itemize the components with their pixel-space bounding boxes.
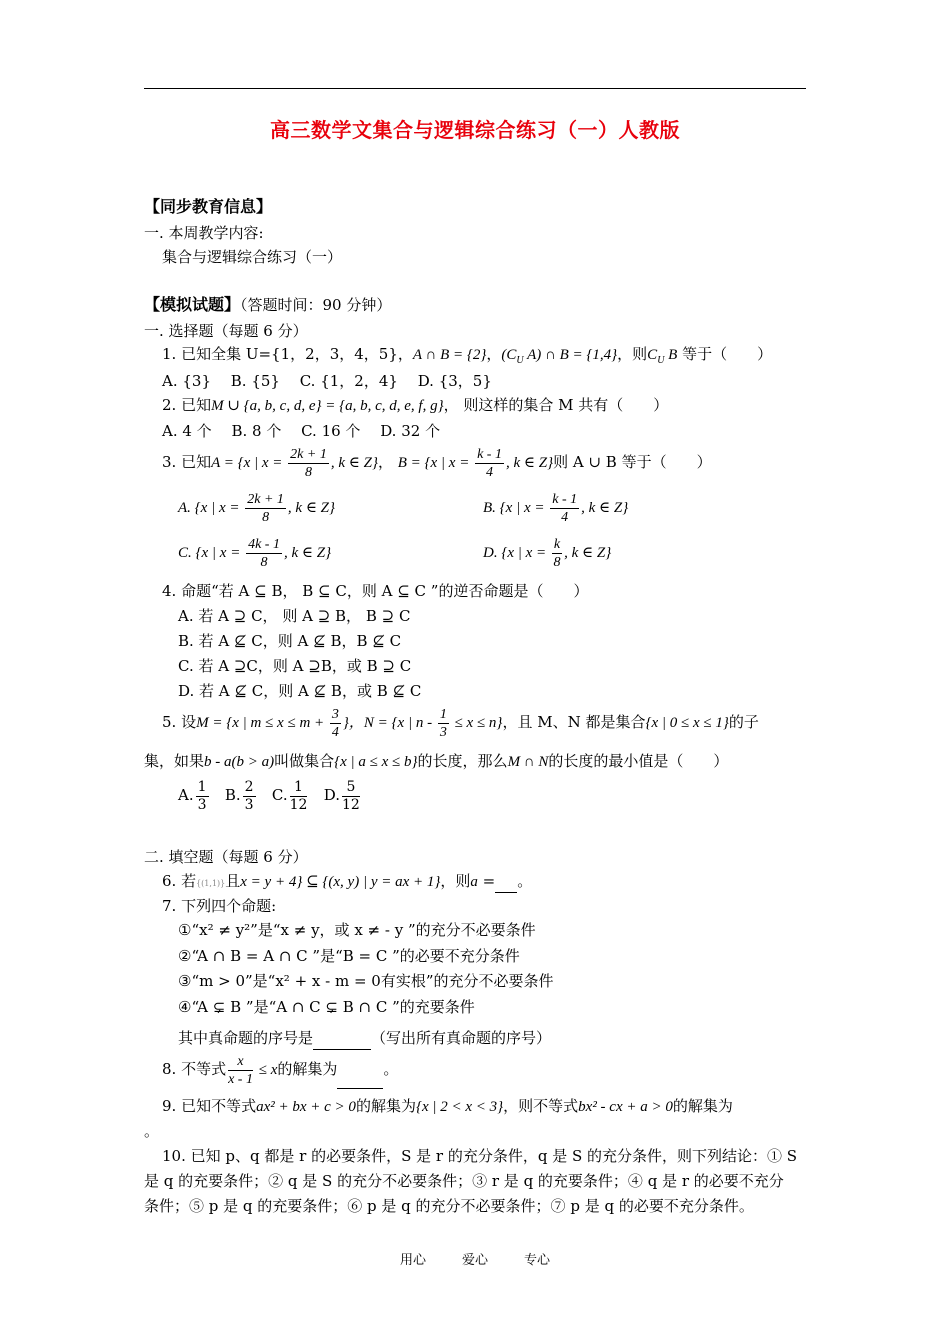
question-10-line2: 是 q 的充要条件；② q 是 S 的充分不必要条件；③ r 是 q 的充要条件；④ q 是 r 的必要不充分 — [144, 1172, 784, 1190]
q6-answer-blank — [495, 870, 517, 893]
q1-text: ，则 — [617, 345, 648, 363]
footer-text: 用心 — [399, 1253, 426, 1268]
section-heading-sync: 【同步教育信息】 — [144, 197, 273, 216]
footer-text: 爱心 — [461, 1253, 488, 1268]
question-4: 4. 命题“若 A ⊆ B， B ⊆ C，则 A ⊆ C ”的逆否命题是（ ） — [162, 582, 589, 600]
question-8: 8. 不等式 $\frac{x}{x - 1}$ ≤ x的解集为 。 — [162, 1050, 398, 1089]
q7-ask: 其中真命题的序号是 （写出所有真命题的序号） — [178, 1027, 551, 1050]
q2-math: M ∪ {a, b, c, d, e} = {a, b, c, d, e, f, g} — [211, 398, 444, 414]
question-6: 6. 若{(1,1)}且x = y + 4} ⊆ {(x, y) | y = ax + 1}，则a = 。 — [162, 870, 532, 895]
top-rule — [144, 88, 806, 89]
q3-fraction: $\frac{2k + 1}{8}$ — [290, 446, 327, 480]
q4-option-c: C. 若 A ⊇C，则 A ⊇B，或 B ⊇ C — [178, 657, 412, 675]
question-2 — [162, 394, 668, 417]
q3-option-c: C. {x | x = $\frac{4k - 1}{8}$ , k ∈ Z} — [178, 536, 332, 570]
q1-options: A. {3} B. {5} C. {1，2，4} D. {3，5} — [162, 372, 492, 390]
question-10-line1: 10. 已知 p、q 都是 r 的必要条件，S 是 r 的充分条件，q 是 S 的充分条件，则下列结论：① S — [162, 1147, 798, 1165]
q7-item-3: ③“m > 0”是“x² + x - m = 0有实根”的充分不必要条件 — [178, 972, 554, 990]
q2-options: A. 4 个 B. 8 个 C. 16 个 D. 32 个 — [162, 422, 441, 440]
question-5-line2: 集，如果b - a(b > a)叫做集合{x | a ≤ x ≤ b}的长度，那么M ∩ N的长度的最小值是（ ） — [144, 752, 729, 770]
q1-math: B — [664, 347, 678, 363]
q1-sub: U — [516, 355, 524, 366]
q7-item-4: ④“A ⊊ B ”是“A ∩ C ⊊ B ∩ C ”的充要条件 — [178, 998, 475, 1016]
q5-options: A. $\frac{1}{3}$ B. $\frac{2}{3}$ C. $\frac{1}{12}$ D. $\frac{5}{12}$ — [178, 778, 360, 813]
q1-text: 等于（ ） — [677, 345, 773, 363]
page-footer — [0, 1249, 950, 1268]
q2-text: 2. 已知 — [162, 396, 212, 414]
q3-math: A = {x | x = — [211, 455, 287, 471]
mock-time-note: （答题时间：90 分钟） — [240, 296, 392, 314]
question-5: 5. 设M = {x | m ≤ x ≤ m + $\frac{3}{4}$ }，N = {x | n - $\frac{1}{3}$ ≤ x ≤ n}，且 M、N 都是集合{x | 0 ≤ x ≤ 1}的子 — [162, 706, 759, 740]
q7-item-1: ①“x² ≠ y²”是“x ≠ y，或 x ≠ - y ”的充分不必要条件 — [178, 921, 536, 939]
q1-sub: U — [657, 355, 665, 366]
question-3: 3. 已知A = {x | x = $\frac{2k + 1}{8}$ , k ∈ Z}， B = {x | x = $\frac{k - 1}{4}$ , k ∈ Z}则 A ∪ B 等于（ ） — [162, 446, 712, 480]
part1-heading: 一. 选择题（每题 6 分） — [144, 322, 308, 340]
question-7: 7. 下列四个命题: — [162, 897, 277, 915]
q6-faint-set: {(1,1)} — [196, 879, 226, 888]
q3-text: 则 A ∪ B 等于（ ） — [553, 453, 712, 471]
q7-answer-blank — [313, 1027, 371, 1050]
q1-math: C — [647, 347, 658, 363]
question-10-line3: 条件；⑤ p 是 q 的充要条件；⑥ p 是 q 的充分不必要条件；⑦ p 是 q 的必要不充分条件。 — [144, 1197, 754, 1215]
q3-math: , k ∈ Z} — [505, 455, 554, 471]
q3-option-a: A. {x | x = $\frac{2k + 1}{8}$ , k ∈ Z} — [178, 491, 336, 525]
q3-fraction: $\frac{k - 1}{4}$ — [477, 446, 502, 480]
q3-option-b: B. {x | x = $\frac{k - 1}{4}$ , k ∈ Z} — [483, 491, 629, 525]
q8-answer-blank — [337, 1050, 383, 1089]
q3-option-d: D. {x | x = $\frac{k}{8}$ , k ∈ Z} — [483, 536, 612, 570]
q3-math: B = {x | x = — [397, 455, 474, 471]
q4-option-b: B. 若 A ⊈ C，则 A ⊈ B，B ⊈ C — [178, 632, 402, 650]
q4-option-d: D. 若 A ⊈ C，则 A ⊈ B，或 B ⊈ C — [178, 682, 422, 700]
section-line-2: 集合与逻辑综合练习（一） — [162, 248, 343, 266]
q2-text: ， 则这样的集合 M 共有（ ） — [443, 396, 669, 414]
mock-heading-row — [144, 294, 391, 316]
q1-math: (C — [501, 347, 517, 363]
question-9-line2: 。 — [144, 1122, 160, 1140]
mock-heading: 【模拟试题】 — [144, 295, 241, 314]
question-9: 9. 已知不等式ax² + bx + c > 0的解集为{x | 2 < x < 3}，则不等式bx² - cx + a > 0的解集为 — [162, 1097, 733, 1115]
q1-math: A ∩ B = {2} — [412, 347, 487, 363]
part2-heading: 二. 填空题（每题 6 分） — [144, 848, 308, 866]
q3-text: 3. 已知 — [162, 453, 212, 471]
q1-text: 1. 已知全集 U={1，2，3，4，5}， — [162, 345, 413, 363]
question-1: 1. 已知全集 U={1，2，3，4，5}，A ∩ B = {2}，($C_U$ A) ∩ B = {1,4}，则$C_U$ B 等于（ ） — [162, 345, 773, 366]
q4-option-a: A. 若 A ⊇ C， 则 A ⊇ B， B ⊇ C — [178, 607, 411, 625]
footer-text: 专心 — [524, 1253, 551, 1268]
section-line-1: 一. 本周教学内容: — [144, 224, 264, 242]
q7-item-2: ②“A ∩ B = A ∩ C ”是“B = C ”的必要不充分条件 — [178, 947, 520, 965]
q3-math: , k ∈ Z} — [330, 455, 378, 471]
page-title: 高三数学文集合与逻辑综合练习（一）人教版 — [270, 118, 680, 142]
q1-math: A) ∩ B = {1,4} — [523, 347, 618, 363]
